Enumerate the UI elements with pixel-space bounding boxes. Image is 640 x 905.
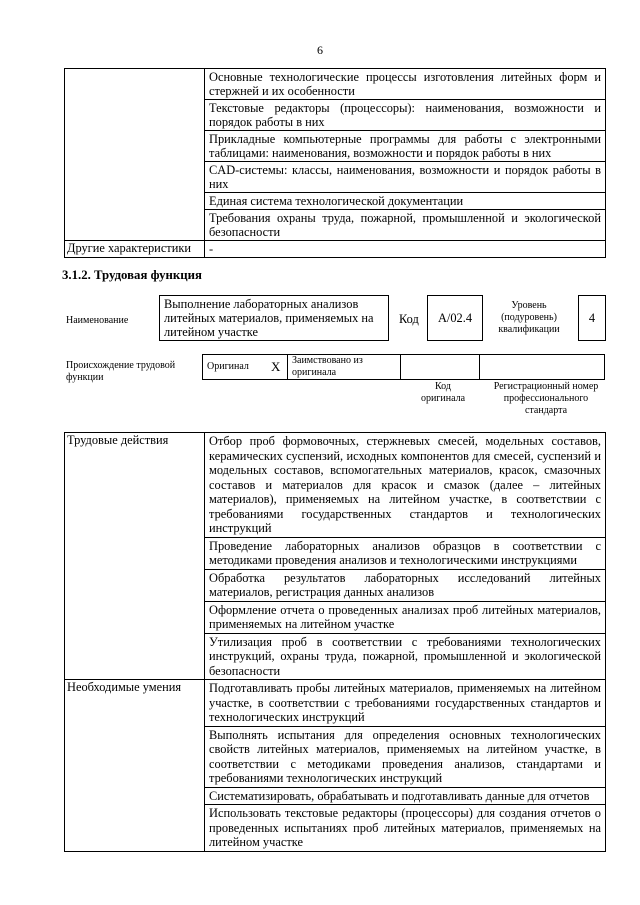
action-item: Оформление отчета о проведенных анализах проб литейных материалов, применяемых на литейном участке <box>205 601 606 633</box>
section-heading: 3.1.2. Трудовая функция <box>62 268 202 282</box>
action-item: Обработка результатов лабораторных исследований литейных материалов, регистрация данных анализов <box>205 569 606 601</box>
other-characteristics-value: - <box>205 241 606 258</box>
actions-label: Трудовые действия <box>65 433 205 680</box>
action-item: Проведение лабораторных анализов образцов в соответствии с методиками проведения анализов и технологическими инструкциями <box>205 537 606 569</box>
action-item: Отбор проб формовочных, стержневых смесей, модельных составов, керамических суспензий, исходных компонентов для смесей, суспензий и модельных составов, вспомогательных материалов, красок, смазочных составов и материалов для красок и смазок (далее – литейных материалов), применяемых на литейном участке, в соответствии с требованиями государственных стандартов и технологических инструкций <box>205 433 606 538</box>
knowledge-item: CAD-системы: классы, наименования, возможности и порядок работы в них <box>205 162 606 193</box>
original-label: Оригинал <box>203 355 268 380</box>
table-row <box>65 241 606 258</box>
knowledge-item: Основные технологические процессы изготовления литейных форм и стержней и их особенности <box>205 69 606 100</box>
original-mark: X <box>267 355 288 380</box>
skill-item: Выполнять испытания для определения основных технологических свойств литейных материалов, применяемых на литейном участке, в соответствии с методиками проведения анализов, стандартами и требованиями технологических инструкций <box>205 726 606 787</box>
reg-number-caption: Регистрационный номер профессионального стандарта <box>493 381 599 416</box>
action-item: Утилизация проб в соответствии с требованиями технологических инструкций, охраны труда, пожарной, промышленной и экологической безопасности <box>205 633 606 680</box>
table-row <box>65 69 606 100</box>
skill-item: Использовать текстовые редакторы (процессоры) для создания отчетов о проведенных испытаниях проб литейных материалов, применяемых на литейном участке <box>205 805 606 852</box>
actions-table <box>64 432 606 852</box>
skill-item: Систематизировать, обрабатывать и подготавливать данные для отчетов <box>205 787 606 805</box>
level-value-box: 4 <box>578 295 606 341</box>
knowledge-label-cell <box>65 69 205 241</box>
reg-number-cell <box>480 355 605 380</box>
skill-item: Подготавливать пробы литейных материалов, применяемых на литейном участке, в соответствии с требованиями государственных стандартов и технологических инструкций <box>205 680 606 727</box>
knowledge-item: Прикладные компьютерные программы для работы с электронными таблицами: наименования, возможности и порядок работы в них <box>205 131 606 162</box>
level-label: Уровень (подуровень) квалификации <box>498 300 560 335</box>
knowledge-item: Требования охраны труда, пожарной, промышленной и экологической безопасности <box>205 210 606 241</box>
knowledge-item: Единая система технологической документации <box>205 193 606 210</box>
table-row <box>203 355 605 380</box>
code-original-caption: Код оригинала <box>420 381 466 404</box>
page-number: 6 <box>317 43 323 57</box>
function-name-box: Выполнение лабораторных анализов литейных материалов, применяемых на литейном участке <box>159 295 389 341</box>
origin-label: Происхождение трудовой функции <box>66 360 176 383</box>
code-original-cell <box>401 355 480 380</box>
knowledge-item: Текстовые редакторы (процессоры): наименования, возможности и порядок работы в них <box>205 100 606 131</box>
borrowed-label: Заимствовано из оригинала <box>288 355 401 380</box>
table-row <box>65 680 606 727</box>
name-label: Наименование <box>66 315 129 326</box>
knowledge-table <box>64 68 606 258</box>
other-characteristics-label: Другие характеристики <box>65 241 205 258</box>
origin-table <box>202 354 605 380</box>
skills-label: Необходимые умения <box>65 680 205 852</box>
code-label: Код <box>399 312 419 326</box>
code-value-box: A/02.4 <box>427 295 483 341</box>
table-row <box>65 433 606 538</box>
